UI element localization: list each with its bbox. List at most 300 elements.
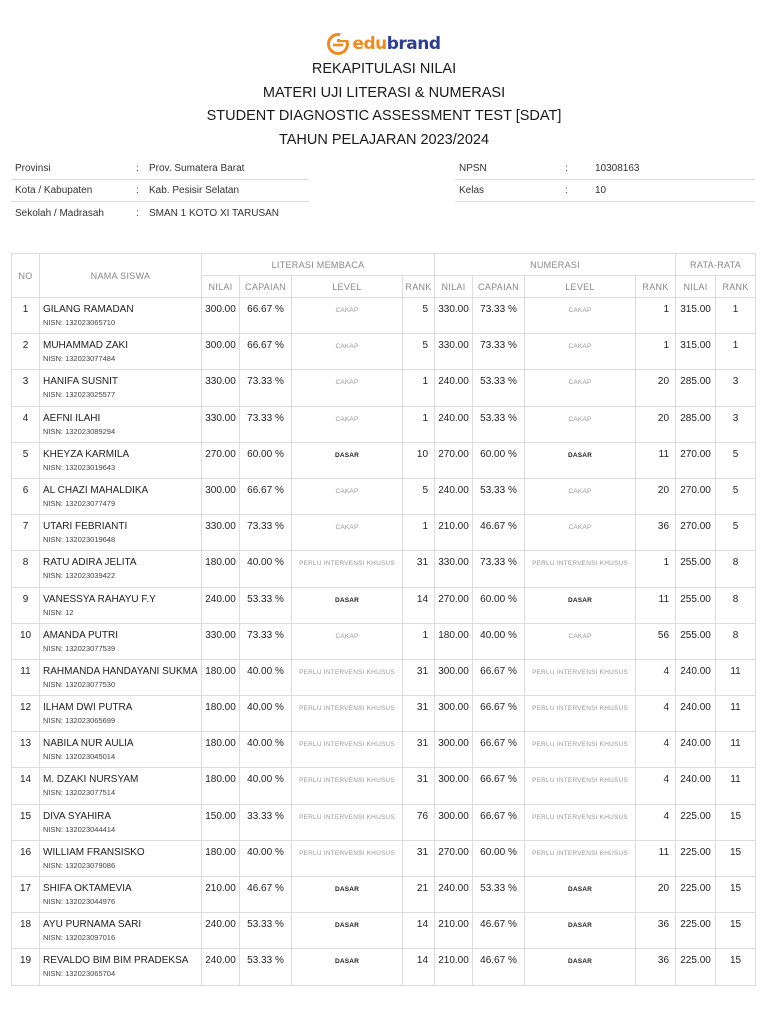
row-no: 19 — [12, 949, 40, 985]
nisn-prefix: NISN: — [43, 716, 66, 726]
lit-level: DASAR — [292, 442, 403, 478]
num-capaian: 53.33 % — [473, 406, 525, 442]
info-colon: : — [136, 207, 139, 219]
student-cell — [40, 768, 202, 804]
nisn-prefix: NISN: — [43, 643, 66, 653]
nisn-value: 132023077514 — [65, 788, 116, 798]
header-lit-capaian: CAPAIAN — [240, 276, 292, 298]
avg-nilai: 225.00 — [676, 804, 716, 840]
lit-nilai: 180.00 — [202, 732, 240, 768]
info-colon: : — [565, 163, 568, 174]
nisn-prefix: NISN: — [43, 824, 66, 834]
num-nilai: 240.00 — [435, 370, 473, 406]
lit-level: PERLU INTERVENSI KHUSUS — [292, 768, 403, 804]
table-row — [12, 587, 756, 623]
student-name: HANIFA SUSNIT — [43, 376, 119, 388]
num-capaian: 53.33 % — [473, 370, 525, 406]
num-capaian: 66.67 % — [473, 659, 525, 695]
num-level: CAKAP — [525, 370, 636, 406]
row-no: 2 — [12, 334, 40, 370]
num-level: PERLU INTERVENSI KHUSUS — [525, 659, 636, 695]
title-line-2: MATERI UJI LITERASI & NUMERASI — [262, 84, 506, 101]
lit-capaian: 40.00 % — [240, 732, 292, 768]
header-num-rank: RANK — [636, 276, 676, 298]
num-rank: 20 — [636, 478, 676, 514]
nisn-prefix: NISN: — [43, 607, 66, 617]
lit-capaian: 66.67 % — [240, 334, 292, 370]
lit-nilai: 330.00 — [202, 370, 240, 406]
num-nilai: 330.00 — [435, 334, 473, 370]
student-cell — [40, 587, 202, 623]
num-capaian: 60.00 % — [473, 840, 525, 876]
nisn-prefix: NISN: — [43, 426, 66, 436]
student-nisn — [43, 644, 201, 653]
nisn-prefix: NISN: — [43, 933, 66, 943]
header-no: NO — [12, 254, 40, 298]
class-info — [455, 158, 755, 202]
num-nilai: 180.00 — [435, 623, 473, 659]
brand-name-brand: brand — [386, 34, 441, 54]
lit-level: PERLU INTERVENSI KHUSUS — [292, 551, 403, 587]
student-cell — [40, 298, 202, 334]
avg-nilai: 225.00 — [676, 949, 716, 985]
info-value: Prov. Sumatera Barat — [149, 163, 245, 174]
student-nisn — [43, 825, 201, 834]
student-cell — [40, 623, 202, 659]
header-rata-rata: RATA-RATA — [676, 254, 756, 276]
avg-rank: 15 — [716, 949, 756, 985]
row-no: 7 — [12, 515, 40, 551]
num-capaian: 73.33 % — [473, 334, 525, 370]
nisn-prefix: NISN: — [43, 679, 66, 689]
lit-capaian: 73.33 % — [240, 623, 292, 659]
avg-rank: 5 — [716, 442, 756, 478]
num-rank: 4 — [636, 659, 676, 695]
info-label: Kota / Kabupaten — [15, 185, 93, 196]
num-nilai: 240.00 — [435, 406, 473, 442]
row-no: 1 — [12, 298, 40, 334]
header-num-level: LEVEL — [525, 276, 636, 298]
lit-rank: 5 — [403, 478, 435, 514]
info-row-provinsi — [11, 158, 309, 180]
student-name: REVALDO BIM BIM PRADEKSA — [43, 955, 189, 967]
lit-level: PERLU INTERVENSI KHUSUS — [292, 732, 403, 768]
avg-nilai: 270.00 — [676, 515, 716, 551]
lit-nilai: 240.00 — [202, 913, 240, 949]
student-name: RAHMANDA HANDAYANI SUKMA — [43, 665, 198, 677]
lit-nilai: 180.00 — [202, 659, 240, 695]
table-row — [12, 696, 756, 732]
lit-rank: 1 — [403, 623, 435, 659]
num-capaian: 66.67 % — [473, 696, 525, 732]
lit-rank: 31 — [403, 768, 435, 804]
student-nisn — [43, 752, 201, 761]
student-name: VANESSYA RAHAYU F.Y — [43, 593, 156, 605]
num-capaian: 46.67 % — [473, 949, 525, 985]
title-line-3: STUDENT DIAGNOSTIC ASSESSMENT TEST [SDAT] — [206, 108, 562, 124]
student-name: AMANDA PUTRI — [43, 629, 119, 641]
nisn-value: 132023077530 — [65, 679, 116, 689]
nisn-prefix: NISN: — [43, 860, 66, 870]
num-level: DASAR — [525, 877, 636, 913]
num-level: PERLU INTERVENSI KHUSUS — [525, 804, 636, 840]
num-capaian: 40.00 % — [473, 623, 525, 659]
num-level: CAKAP — [525, 334, 636, 370]
student-nisn — [43, 463, 201, 472]
lit-capaian: 73.33 % — [240, 515, 292, 551]
lit-capaian: 66.67 % — [240, 298, 292, 334]
nisn-prefix: NISN: — [43, 571, 66, 581]
avg-nilai: 285.00 — [676, 370, 716, 406]
lit-capaian: 53.33 % — [240, 913, 292, 949]
lit-rank: 21 — [403, 877, 435, 913]
nisn-prefix: NISN: — [43, 535, 66, 545]
nisn-value: 132023065699 — [65, 716, 116, 726]
table-row — [12, 478, 756, 514]
avg-nilai: 240.00 — [676, 696, 716, 732]
lit-rank: 31 — [403, 732, 435, 768]
student-name: WILLIAM FRANSISKO — [43, 846, 145, 858]
num-rank: 4 — [636, 696, 676, 732]
table-row — [12, 913, 756, 949]
table-row — [12, 659, 756, 695]
student-nisn — [43, 788, 201, 797]
student-cell — [40, 696, 202, 732]
lit-nilai: 180.00 — [202, 768, 240, 804]
lit-capaian: 40.00 % — [240, 840, 292, 876]
num-level: PERLU INTERVENSI KHUSUS — [525, 768, 636, 804]
header-avg-rank: RANK — [716, 276, 756, 298]
lit-nilai: 300.00 — [202, 298, 240, 334]
avg-rank: 8 — [716, 587, 756, 623]
info-colon: : — [565, 185, 568, 196]
header-lit-level: LEVEL — [292, 276, 403, 298]
num-rank: 36 — [636, 949, 676, 985]
lit-level: PERLU INTERVENSI KHUSUS — [292, 840, 403, 876]
num-nilai: 270.00 — [435, 442, 473, 478]
avg-rank: 1 — [716, 334, 756, 370]
num-rank: 1 — [636, 334, 676, 370]
lit-level: DASAR — [292, 587, 403, 623]
school-info — [11, 158, 309, 224]
student-nisn — [43, 608, 201, 617]
student-name: GILANG RAMADAN — [43, 304, 134, 315]
num-rank: 20 — [636, 370, 676, 406]
avg-nilai: 315.00 — [676, 298, 716, 334]
report-titles — [0, 58, 768, 152]
nisn-prefix: NISN: — [43, 752, 66, 762]
lit-rank: 31 — [403, 551, 435, 587]
num-nilai: 270.00 — [435, 587, 473, 623]
student-cell — [40, 840, 202, 876]
lit-rank: 14 — [403, 587, 435, 623]
num-level: DASAR — [525, 587, 636, 623]
avg-nilai: 225.00 — [676, 913, 716, 949]
num-capaian: 60.00 % — [473, 587, 525, 623]
lit-capaian: 40.00 % — [240, 696, 292, 732]
lit-capaian: 53.33 % — [240, 587, 292, 623]
lit-capaian: 73.33 % — [240, 406, 292, 442]
lit-nilai: 180.00 — [202, 696, 240, 732]
info-value: Kab. Pesisir Selatan — [149, 185, 240, 196]
header-avg-nilai: NILAI — [676, 276, 716, 298]
info-label: Provinsi — [15, 163, 51, 174]
lit-level: DASAR — [292, 913, 403, 949]
info-colon: : — [136, 185, 139, 196]
student-nisn — [43, 933, 201, 942]
student-cell — [40, 804, 202, 840]
lit-nilai: 300.00 — [202, 478, 240, 514]
nisn-prefix: NISN: — [43, 969, 66, 979]
avg-nilai: 270.00 — [676, 478, 716, 514]
student-nisn — [43, 427, 201, 436]
row-no: 11 — [12, 659, 40, 695]
table-row — [12, 515, 756, 551]
lit-rank: 76 — [403, 804, 435, 840]
header-numerasi: NUMERASI — [435, 254, 676, 276]
student-cell — [40, 551, 202, 587]
lit-level: DASAR — [292, 949, 403, 985]
lit-level: CAKAP — [292, 406, 403, 442]
student-cell — [40, 913, 202, 949]
student-cell — [40, 949, 202, 985]
num-rank: 1 — [636, 551, 676, 587]
student-nisn — [43, 390, 201, 399]
lit-nilai: 180.00 — [202, 840, 240, 876]
num-level: DASAR — [525, 949, 636, 985]
lit-level: CAKAP — [292, 515, 403, 551]
avg-rank: 3 — [716, 406, 756, 442]
num-rank: 56 — [636, 623, 676, 659]
lit-nilai: 240.00 — [202, 949, 240, 985]
student-nisn — [43, 969, 201, 978]
num-capaian: 46.67 % — [473, 515, 525, 551]
lit-capaian: 53.33 % — [240, 949, 292, 985]
num-level: DASAR — [525, 442, 636, 478]
lit-nilai: 150.00 — [202, 804, 240, 840]
row-no: 13 — [12, 732, 40, 768]
lit-rank: 1 — [403, 370, 435, 406]
lit-rank: 1 — [403, 515, 435, 551]
nisn-value: 132023019648 — [65, 535, 116, 545]
nisn-prefix: NISN: — [43, 498, 66, 508]
avg-rank: 15 — [716, 913, 756, 949]
row-no: 16 — [12, 840, 40, 876]
info-row-kota — [11, 180, 309, 202]
student-name: NABILA NUR AULIA — [43, 738, 134, 750]
avg-rank: 11 — [716, 768, 756, 804]
info-row-sekolah — [11, 202, 309, 224]
student-cell — [40, 478, 202, 514]
nisn-prefix: NISN: — [43, 354, 66, 364]
num-rank: 11 — [636, 587, 676, 623]
avg-rank: 11 — [716, 696, 756, 732]
num-rank: 20 — [636, 877, 676, 913]
student-name: UTARI FEBRIANTI — [43, 521, 128, 533]
student-nisn — [43, 354, 201, 363]
info-value: SMAN 1 KOTO XI TARUSAN — [149, 207, 280, 219]
lit-rank: 31 — [403, 840, 435, 876]
student-cell — [40, 659, 202, 695]
table-row — [12, 768, 756, 804]
table-row — [12, 877, 756, 913]
avg-rank: 5 — [716, 478, 756, 514]
info-row-kelas — [455, 180, 755, 202]
nisn-prefix: NISN: — [43, 390, 66, 400]
avg-rank: 8 — [716, 623, 756, 659]
table-row — [12, 370, 756, 406]
lit-level: CAKAP — [292, 298, 403, 334]
student-cell — [40, 406, 202, 442]
student-cell — [40, 442, 202, 478]
lit-level: PERLU INTERVENSI KHUSUS — [292, 696, 403, 732]
avg-nilai: 240.00 — [676, 732, 716, 768]
nisn-prefix: NISN: — [43, 897, 66, 906]
lit-level: PERLU INTERVENSI KHUSUS — [292, 804, 403, 840]
row-no: 4 — [12, 406, 40, 442]
avg-nilai: 255.00 — [676, 587, 716, 623]
row-no: 14 — [12, 768, 40, 804]
lit-rank: 31 — [403, 659, 435, 695]
row-no: 6 — [12, 478, 40, 514]
avg-nilai: 240.00 — [676, 768, 716, 804]
student-nisn — [43, 680, 201, 689]
nisn-value: 132023025577 — [65, 390, 116, 400]
num-level: CAKAP — [525, 406, 636, 442]
student-nisn — [43, 897, 201, 906]
nisn-prefix: NISN: — [43, 462, 66, 472]
lit-nilai: 330.00 — [202, 515, 240, 551]
num-capaian: 60.00 % — [473, 442, 525, 478]
row-no: 10 — [12, 623, 40, 659]
lit-capaian: 66.67 % — [240, 478, 292, 514]
table-row — [12, 804, 756, 840]
num-nilai: 240.00 — [435, 877, 473, 913]
num-capaian: 66.67 % — [473, 768, 525, 804]
num-level: PERLU INTERVENSI KHUSUS — [525, 732, 636, 768]
avg-nilai: 225.00 — [676, 840, 716, 876]
student-cell — [40, 515, 202, 551]
num-level: CAKAP — [525, 623, 636, 659]
nisn-value: 132023045014 — [65, 752, 116, 762]
num-capaian: 53.33 % — [473, 478, 525, 514]
header-literasi: LITERASI MEMBACA — [202, 254, 435, 276]
lit-nilai: 330.00 — [202, 623, 240, 659]
lit-rank: 14 — [403, 913, 435, 949]
info-label: Sekolah / Madrasah — [15, 207, 104, 219]
avg-rank: 15 — [716, 840, 756, 876]
nisn-value: 132023039422 — [65, 571, 116, 581]
header-lit-nilai: NILAI — [202, 276, 240, 298]
lit-capaian: 40.00 % — [240, 768, 292, 804]
brand-logo — [0, 31, 768, 57]
num-rank: 4 — [636, 768, 676, 804]
lit-nilai: 300.00 — [202, 334, 240, 370]
table-row — [12, 732, 756, 768]
nisn-prefix: NISN: — [43, 318, 66, 327]
row-no: 15 — [12, 804, 40, 840]
table-row — [12, 623, 756, 659]
avg-rank: 8 — [716, 551, 756, 587]
nisn-value: 132023089294 — [65, 426, 116, 436]
table-row — [12, 334, 756, 370]
row-no: 17 — [12, 877, 40, 913]
num-capaian: 73.33 % — [473, 551, 525, 587]
info-value: 10 — [595, 185, 607, 196]
num-rank: 20 — [636, 406, 676, 442]
num-capaian: 53.33 % — [473, 877, 525, 913]
student-nisn — [43, 535, 201, 544]
title-line-4: TAHUN PELAJARAN 2023/2024 — [278, 131, 490, 148]
student-cell — [40, 334, 202, 370]
student-cell — [40, 370, 202, 406]
student-name: RATU ADIRA JELITA — [43, 557, 137, 569]
avg-nilai: 240.00 — [676, 659, 716, 695]
avg-rank: 15 — [716, 877, 756, 913]
num-capaian: 46.67 % — [473, 913, 525, 949]
lit-capaian: 73.33 % — [240, 370, 292, 406]
table-row — [12, 949, 756, 985]
lit-level: CAKAP — [292, 370, 403, 406]
nisn-value: 132023065704 — [65, 969, 116, 979]
num-rank: 11 — [636, 840, 676, 876]
table-row — [12, 406, 756, 442]
lit-capaian: 33.33 % — [240, 804, 292, 840]
table-body — [12, 298, 756, 986]
header-num-nilai: NILAI — [435, 276, 473, 298]
num-level: CAKAP — [525, 515, 636, 551]
lit-rank: 5 — [403, 298, 435, 334]
num-nilai: 210.00 — [435, 949, 473, 985]
student-name: MUHAMMAD ZAKI — [43, 340, 128, 352]
num-nilai: 300.00 — [435, 768, 473, 804]
student-nisn — [43, 499, 201, 508]
num-rank: 11 — [636, 442, 676, 478]
row-no: 5 — [12, 442, 40, 478]
title-line-1: REKAPITULASI NILAI — [311, 61, 457, 77]
row-no: 3 — [12, 370, 40, 406]
avg-rank: 5 — [716, 515, 756, 551]
lit-capaian: 40.00 % — [240, 551, 292, 587]
table-row — [12, 840, 756, 876]
lit-rank: 1 — [403, 406, 435, 442]
lit-nilai: 180.00 — [202, 551, 240, 587]
nisn-value: 12 — [65, 607, 74, 617]
student-name: ILHAM DWI PUTRA — [43, 702, 133, 714]
lit-capaian: 46.67 % — [240, 877, 292, 913]
scores-table — [11, 253, 756, 986]
num-nilai: 330.00 — [435, 551, 473, 587]
num-capaian: 73.33 % — [473, 298, 525, 334]
table-row — [12, 442, 756, 478]
lit-nilai: 270.00 — [202, 442, 240, 478]
lit-nilai: 240.00 — [202, 587, 240, 623]
num-level: DASAR — [525, 913, 636, 949]
nisn-value: 132023097016 — [65, 933, 116, 943]
num-level: PERLU INTERVENSI KHUSUS — [525, 696, 636, 732]
nisn-value: 132023019643 — [65, 462, 116, 472]
avg-rank: 11 — [716, 659, 756, 695]
num-rank: 1 — [636, 298, 676, 334]
lit-level: PERLU INTERVENSI KHUSUS — [292, 659, 403, 695]
edubrand-logo-icon — [327, 33, 349, 55]
nisn-prefix: NISN: — [43, 788, 66, 798]
header-nama-siswa: NAMA SISWA — [40, 254, 202, 298]
table-row — [12, 551, 756, 587]
num-nilai: 330.00 — [435, 298, 473, 334]
info-colon: : — [136, 163, 139, 174]
lit-rank: 31 — [403, 696, 435, 732]
